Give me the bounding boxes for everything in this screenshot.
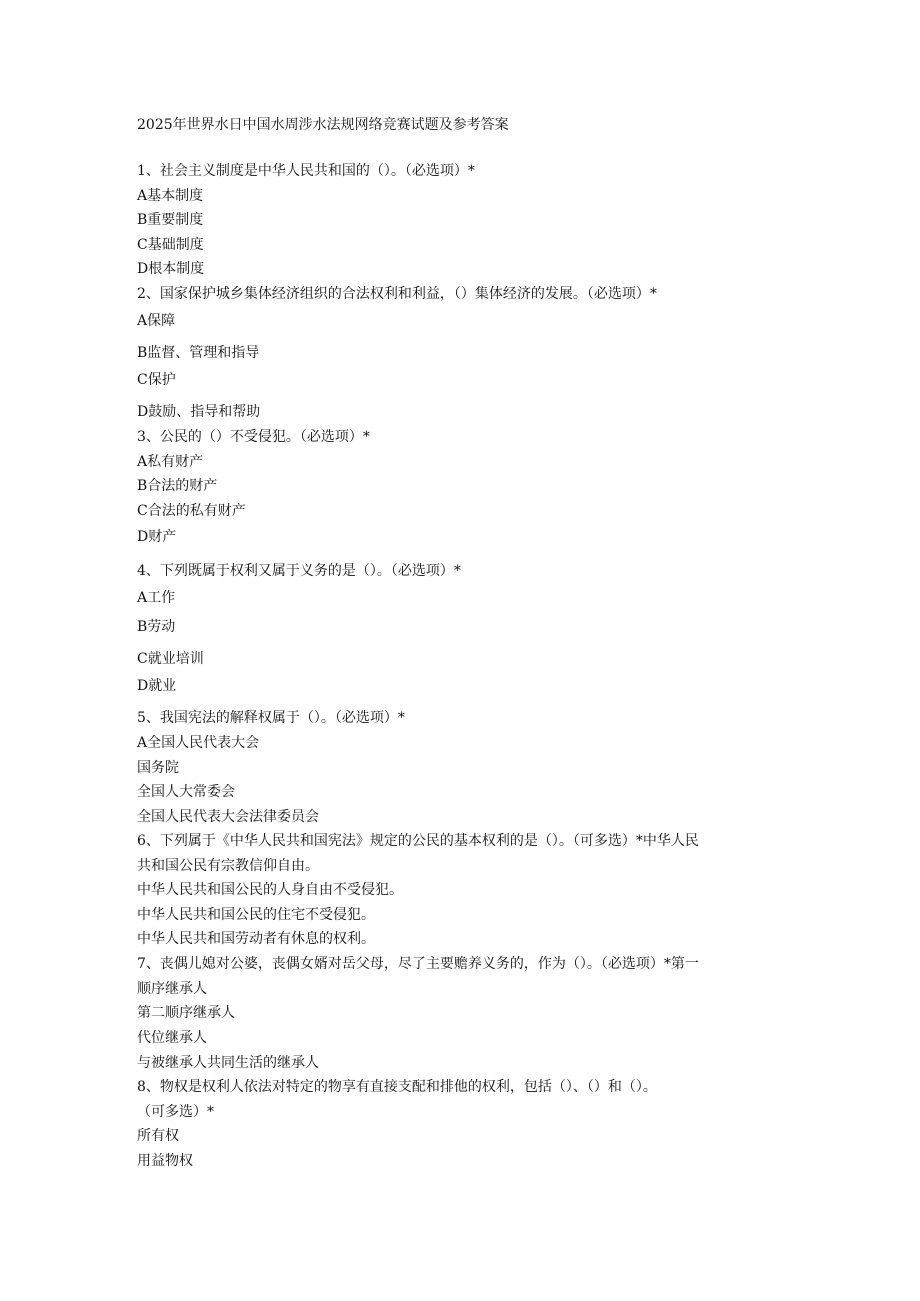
question-4-option-c: C就业培训: [137, 651, 204, 667]
question-5-option-b: 国务院: [137, 760, 179, 776]
document-title: 2025年世界水日中国水周涉水法规网络竞赛试题及参考答案: [137, 117, 509, 133]
question-8-option-b: 用益物权: [137, 1153, 193, 1169]
question-7-option-b: 第二顺序继承人: [137, 1005, 235, 1021]
question-5-option-d: 全国人民代表大会法律委员会: [137, 809, 319, 825]
question-5-stem: 5、我国宪法的解释权属于（）。（必选项）*: [137, 710, 405, 726]
question-2-option-b: B监督、管理和指导: [137, 345, 260, 361]
question-6-option-c: 中华人民共和国公民的住宅不受侵犯。: [137, 907, 375, 923]
question-5-option-a: A全国人民代表大会: [137, 735, 260, 751]
question-6-stem-line-2: 共和国公民有宗教信仰自由。: [137, 858, 319, 874]
question-5-option-c: 全国人大常委会: [137, 784, 235, 800]
question-7-option-c: 代位继承人: [137, 1030, 207, 1046]
question-3-option-d: D财产: [137, 529, 177, 545]
question-4-stem: 4、下列既属于权利又属于义务的是（）。（必选项）*: [137, 563, 461, 579]
question-2-option-c: C保护: [137, 372, 176, 388]
question-3-option-a: A私有财产: [137, 454, 204, 470]
question-1-option-d: D根本制度: [137, 261, 205, 277]
question-4-option-b: B劳动: [137, 619, 176, 635]
question-7-stem-line-2: 顺序继承人: [137, 981, 207, 997]
question-6-option-b: 中华人民共和国公民的人身自由不受侵犯。: [137, 882, 403, 898]
question-3-option-c: C合法的私有财产: [137, 503, 246, 519]
question-1-option-b: B重要制度: [137, 212, 204, 228]
question-1-option-a: A基本制度: [137, 188, 204, 204]
question-1-stem: 1、社会主义制度是中华人民共和国的（）。（必选项）*: [137, 163, 475, 179]
question-4-option-d: D就业: [137, 678, 177, 694]
question-3-option-b: B合法的财产: [137, 478, 218, 494]
question-4-option-a: A工作: [137, 590, 176, 606]
question-6-option-d: 中华人民共和国劳动者有休息的权利。: [137, 931, 375, 947]
question-8-stem-line-1: 8、物权是权利人依法对特定的物享有直接支配和排他的权利，包括（）、（）和（）。: [137, 1079, 657, 1095]
question-6-stem-line-1: 6、下列属于《中华人民共和国宪法》规定的公民的基本权利的是（）。（可多选）*中华人民: [137, 833, 699, 849]
question-8-option-a: 所有权: [137, 1128, 179, 1144]
question-8-stem-line-2: （可多选）*: [137, 1104, 214, 1120]
question-3-stem: 3、公民的（）不受侵犯。（必选项）*: [137, 429, 370, 445]
question-7-option-d: 与被继承人共同生活的继承人: [137, 1055, 319, 1071]
question-2-stem: 2、国家保护城乡集体经济组织的合法权利和利益，（）集体经济的发展。（必选项）*: [137, 286, 657, 302]
question-7-stem-line-1: 7、丧偶儿媳对公婆，丧偶女婿对岳父母，尽了主要赡养义务的，作为（）。（必选项）*第一: [137, 956, 699, 972]
question-2-option-a: A保障: [137, 313, 176, 329]
question-2-option-d: D鼓励、指导和帮助: [137, 404, 261, 420]
question-1-option-c: C基础制度: [137, 237, 204, 253]
